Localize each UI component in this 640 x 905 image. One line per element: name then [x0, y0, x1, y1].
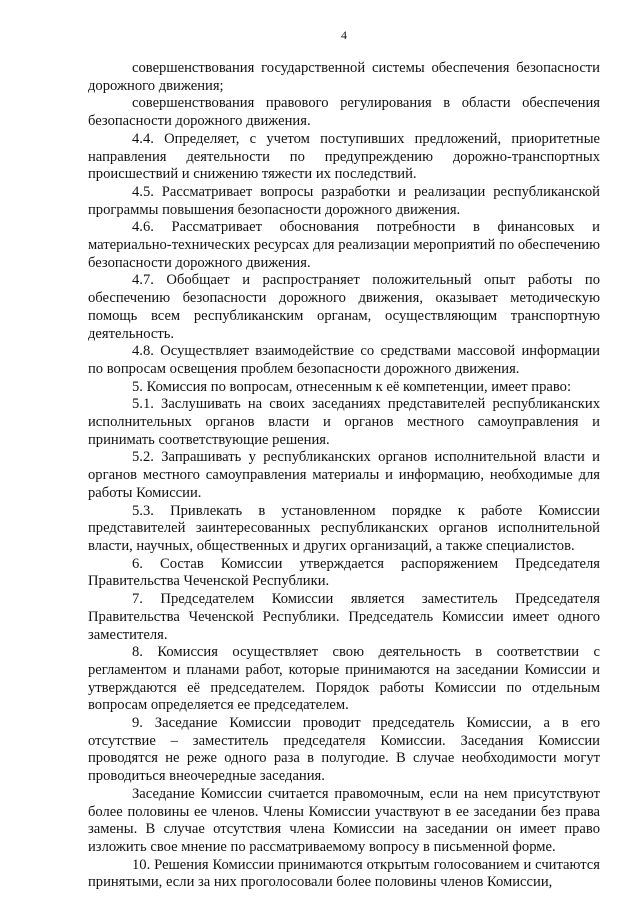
paragraph-legal-regulation: совершенствования правового регулирования в области обеспечения безопасности дорожного движения.: [88, 95, 600, 130]
paragraph-5-3: 5.3. Привлекать в установленном порядке к работе Комиссии представителей заинтересованных республиканских органов исполнительной власти, научных, общественных и других организаций, а также специалистов.: [88, 502, 600, 554]
paragraph-10: 10. Решения Комиссии принимаются открытым голосованием и считаются принятыми, если за них проголосовали более половины членов Комиссии,: [88, 856, 600, 891]
paragraph-quorum: Заседание Комиссии считается правомочным, если на нем присутствуют более половины ее членов. Члены Комиссии участвуют в ее заседании без права замены. В случае отсутствия члена Комиссии на заседании он имеет право изложить свое мнение по рассматриваемому вопросу в письменной форме.: [88, 785, 600, 855]
paragraph-6: 6. Состав Комиссии утверждается распоряжением Председателя Правительства Чеченской Республики.: [88, 555, 600, 590]
paragraph-8: 8. Комиссия осуществляет свою деятельность в соответствии с регламентом и планами работ, которые принимаются на заседании Комиссии и утверждаются её председателем. Порядок работы Комиссии по отдельным вопросам определяется ее председателем.: [88, 644, 600, 714]
paragraph-road-safety-system: совершенствования государственной системы обеспечения безопасности дорожного движения;: [88, 60, 600, 94]
paragraph-4-8: 4.8. Осуществляет взаимодействие со средствами массовой информации по вопросам освещения проблем безопасности дорожного движения.: [88, 343, 600, 377]
paragraph-7: 7. Председателем Комиссии является заместитель Председателя Правительства Чеченской Республики. Председатель Комиссии имеет одного заместителя.: [88, 591, 600, 643]
paragraph-4-6: 4.6. Рассматривает обоснования потребности в финансовых и материально-технических ресурсах для реализации мероприятий по обеспечению безопасности дорожного движения.: [88, 219, 600, 271]
paragraph-4-7: 4.7. Обобщает и распространяет положительный опыт работы по обеспечению безопасности дорожного движения, оказывает методическую помощь всем республиканским органам, осуществляющим транспортную деятельность.: [88, 272, 600, 342]
page-number: 4: [341, 28, 347, 42]
paragraph-5: 5. Комиссия по вопросам, отнесенным к её компетенции, имеет право:: [132, 378, 572, 395]
paragraph-5-1: 5.1. Заслушивать на своих заседаниях представителей республиканских исполнительных органов власти и органов местного самоуправления и принимать соответствующие решения.: [88, 396, 600, 448]
paragraph-4-5: 4.5. Рассматривает вопросы разработки и реализации республиканской программы повышения безопасности дорожного движения.: [88, 183, 600, 218]
paragraph-4-4: 4.4. Определяет, с учетом поступивших предложений, приоритетные направления деятельности по предупреждению дорожно-транспортных происшествий и снижению тяжести их последствий.: [88, 130, 600, 183]
paragraph-5-2: 5.2. Запрашивать у республиканских органов исполнительной власти и органов местного самоуправления материалы и информацию, необходимые для работы Комиссии.: [88, 449, 600, 501]
paragraph-9: 9. Заседание Комиссии проводит председатель Комиссии, а в его отсутствие – заместитель председателя Комиссии. Заседания Комиссии проводятся не реже одного раза в полугодие. В случае необходимости могут проводиться внеочередные заседания.: [88, 715, 600, 785]
document-body: [88, 60, 600, 892]
